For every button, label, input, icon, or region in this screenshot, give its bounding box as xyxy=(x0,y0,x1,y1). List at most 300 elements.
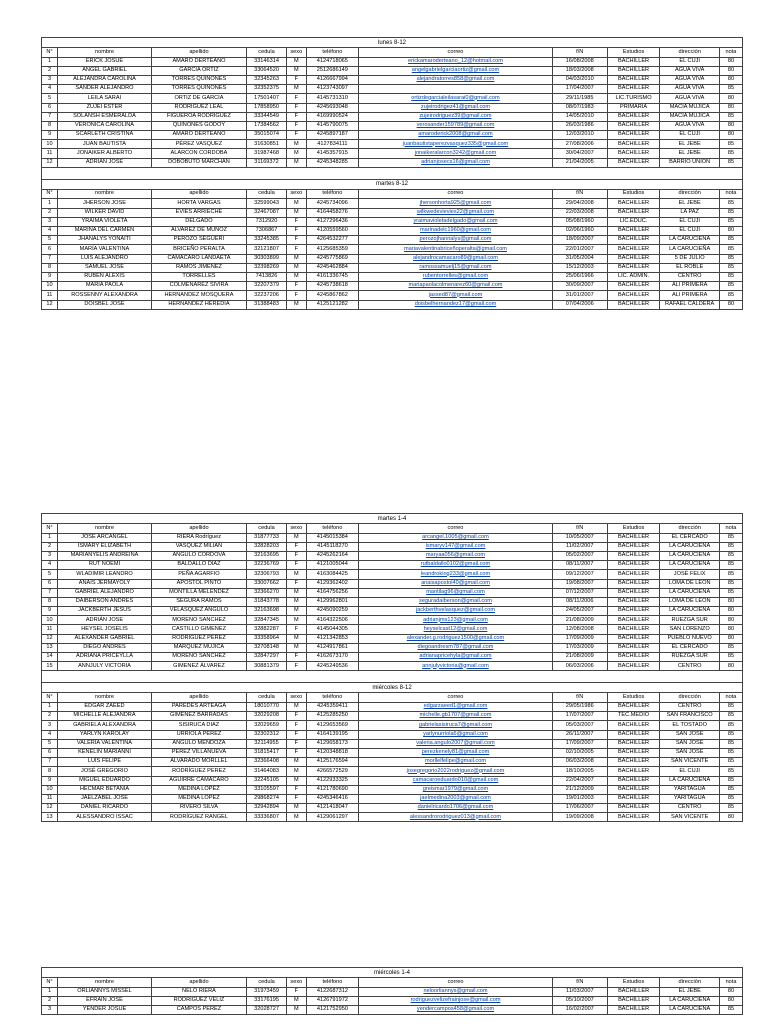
birth-date-cell: 08/11/2006 xyxy=(552,597,607,606)
id-number-cell: 32302312 xyxy=(246,730,286,739)
birth-date-cell: 21/08/2009 xyxy=(552,616,607,625)
first-name-cell: JACKBERTH JESUS xyxy=(58,607,152,616)
birth-date-cell: 17/09/2009 xyxy=(552,634,607,643)
sex-cell: M xyxy=(287,703,306,712)
sex-cell: F xyxy=(287,561,306,570)
email-cell[interactable]: ortizdegarcialeilasarai0@gmail.com xyxy=(359,94,553,103)
phone-cell: 4164756256 xyxy=(306,588,359,597)
email-cell[interactable]: michelle.gb1707@gmail.com xyxy=(359,712,553,721)
first-name-cell: ALEJANDRA CAROLINA xyxy=(58,75,152,84)
email-cell[interactable]: rubentorrelles@gmail.com xyxy=(359,272,553,281)
phone-cell: 4129653569 xyxy=(306,721,359,730)
grade-cell: 80 xyxy=(719,75,742,84)
studies-cell: BACHILLER xyxy=(607,739,660,748)
grade-cell: 85 xyxy=(719,282,742,291)
sex-cell: M xyxy=(287,996,306,1005)
first-name-cell: LEILA SARAI xyxy=(58,94,152,103)
column-header-birth-date: f/N xyxy=(552,524,607,534)
column-header-sex: sexo xyxy=(287,693,306,703)
section-title-row xyxy=(42,683,743,693)
row-number-cell: 7 xyxy=(42,588,58,597)
phone-cell: 4129658173 xyxy=(306,739,359,748)
grade-cell: 85 xyxy=(719,263,742,272)
table-row xyxy=(42,217,743,226)
last-name-cell: BALDALLO DIAZ xyxy=(151,561,246,570)
email-cell[interactable]: greismar1979@gmail.com xyxy=(359,785,553,794)
id-number-cell: 30881379 xyxy=(246,662,286,671)
phone-cell: 4164139195 xyxy=(306,730,359,739)
phone-cell: 4245090259 xyxy=(306,607,359,616)
email-cell[interactable]: zujeirodrigez41@gmail.com xyxy=(359,103,553,112)
email-cell[interactable]: maryaa056@gmail.com xyxy=(359,551,553,560)
email-cell[interactable]: neloorliannys@gmail.com xyxy=(359,987,553,996)
birth-date-cell: 18/03/2008 xyxy=(552,66,607,75)
email-cell[interactable]: juanbautistaperezvasquez335@gmail.com xyxy=(359,140,553,149)
email-cell[interactable]: alessandrorodriguez013@gmail.com xyxy=(359,813,553,822)
sex-cell: F xyxy=(287,739,306,748)
table-row xyxy=(42,616,743,625)
sex-cell: F xyxy=(287,748,306,757)
sex-cell: M xyxy=(287,533,306,542)
grade-cell: 85 xyxy=(719,85,742,94)
email-cell[interactable]: adrianjms123@gmail.com xyxy=(359,616,553,625)
phone-cell: 4145790075 xyxy=(306,121,359,130)
row-number-cell: 12 xyxy=(42,300,58,309)
column-header-birth-date: f/N xyxy=(552,48,607,58)
email-cell[interactable]: gabrielasisiruca7@gmail.com xyxy=(359,721,553,730)
email-cell[interactable]: yarlynurriola6@gmail.com xyxy=(359,730,553,739)
id-number-cell: 33344549 xyxy=(246,112,286,121)
sex-cell: M xyxy=(287,57,306,66)
row-number-cell: 7 xyxy=(42,758,58,767)
id-number-cell: 32029659 xyxy=(246,721,286,730)
email-cell[interactable]: perezkenely81@gmail.com xyxy=(359,748,553,757)
studies-cell: BACHILLER xyxy=(607,112,660,121)
email-cell[interactable]: amaroderick2008@gmail.com xyxy=(359,131,553,140)
email-cell[interactable]: jassed87@gmail.com xyxy=(359,291,553,300)
studies-cell: BACHILLER xyxy=(607,804,660,813)
grade-cell: 85 xyxy=(719,721,742,730)
id-number-cell: 32345263 xyxy=(246,75,286,84)
table-row xyxy=(42,199,743,208)
last-name-cell: AMARO DERTEANO xyxy=(151,131,246,140)
last-name-cell: MORENO SANCHEZ xyxy=(151,653,246,662)
last-name-cell: GIMENEZ ÁLVAREZ xyxy=(151,662,246,671)
email-cell[interactable]: erickamaroderteano_12@hotmail.com xyxy=(359,57,553,66)
birth-date-cell: 05/03/2007 xyxy=(552,721,607,730)
email-cell[interactable] xyxy=(359,85,553,94)
sex-cell: M xyxy=(287,158,306,167)
section-title: lunes 8-12 xyxy=(42,38,743,48)
column-header-row xyxy=(42,693,743,703)
row-number-cell: 6 xyxy=(42,103,58,112)
column-header-first-name: nombre xyxy=(58,524,152,534)
email-cell[interactable]: danielricardo1706@gmail.com xyxy=(359,804,553,813)
last-name-cell: APOSTOL PINTO xyxy=(151,579,246,588)
row-number-cell: 7 xyxy=(42,112,58,121)
phone-cell: 4126667994 xyxy=(306,75,359,84)
phone-cell: 4145044305 xyxy=(306,625,359,634)
id-number-cell: 33358964 xyxy=(246,634,286,643)
email-cell[interactable]: heyselcast12@gmail.com xyxy=(359,625,553,634)
phone-cell: 4124718065 xyxy=(306,57,359,66)
row-number-cell: 11 xyxy=(42,794,58,803)
grade-cell: 85 xyxy=(719,291,742,300)
column-header-id-number: cedula xyxy=(246,524,286,534)
first-name-cell: YENDER JOSUE xyxy=(58,1005,152,1014)
grade-cell: 85 xyxy=(719,579,742,588)
email-cell[interactable]: alejandrocamacaro89@gmail.com xyxy=(359,254,553,263)
birth-date-cell: 26/03/1986 xyxy=(552,121,607,130)
spacer-cell xyxy=(42,167,743,179)
column-header-birth-date: f/N xyxy=(552,189,607,199)
id-number-cell: 32599043 xyxy=(246,199,286,208)
email-cell[interactable]: josegregorio2022rodriguez@gmail.com xyxy=(359,767,553,776)
email-cell[interactable]: adrianjosecs16@gmail.com xyxy=(359,158,553,167)
last-name-cell: AGUIRRE CAMACARO xyxy=(151,776,246,785)
id-number-cell: 17858950 xyxy=(246,103,286,112)
table-row xyxy=(42,643,743,652)
column-header-email: correo xyxy=(359,693,553,703)
row-number-cell: 4 xyxy=(42,730,58,739)
studies-cell: BACHILLER xyxy=(607,551,660,560)
row-number-cell: 1 xyxy=(42,199,58,208)
last-name-cell: RODRÍGUEZ VELIZ xyxy=(151,996,246,1005)
address-cell: EL CUJI xyxy=(660,227,720,236)
table-row xyxy=(42,291,743,300)
last-name-cell: NELO RIERA xyxy=(151,987,246,996)
first-name-cell: DOISBEL JOSÉ xyxy=(58,300,152,309)
birth-date-cell: 07/12/2007 xyxy=(552,588,607,597)
table-row xyxy=(42,272,743,281)
last-name-cell: GARCIA ORTIZ xyxy=(151,66,246,75)
email-cell[interactable]: ramossamuelj15@gmail.com xyxy=(359,263,553,272)
section-spacer xyxy=(42,167,743,179)
studies-cell: BACHILLER xyxy=(607,703,660,712)
email-cell[interactable]: anaisapostol40@gmail.com xyxy=(359,579,553,588)
row-number-cell: 3 xyxy=(42,551,58,560)
last-name-cell: HERNANDEZ MOSQUERA xyxy=(151,291,246,300)
sex-cell: M xyxy=(287,140,306,149)
email-cell[interactable]: edgarzaeed1@gmail.com xyxy=(359,703,553,712)
studies-cell: BACHILLER xyxy=(607,643,660,652)
sex-cell: M xyxy=(287,1005,306,1014)
studies-cell: BACHILLER xyxy=(607,1005,660,1014)
birth-date-cell: 27/08/2006 xyxy=(552,140,607,149)
studies-cell: BACHILLER xyxy=(607,776,660,785)
row-number-cell: 1 xyxy=(42,703,58,712)
first-name-cell: MICHELLE ALEJANDRA xyxy=(58,712,152,721)
row-number-cell: 10 xyxy=(42,282,58,291)
first-name-cell: HEYSEL JOSELIS xyxy=(58,625,152,634)
row-number-cell: 8 xyxy=(42,121,58,130)
address-cell: LA CARUCIEÑA xyxy=(660,561,720,570)
id-number-cell: 32237206 xyxy=(246,291,286,300)
email-cell[interactable]: camacaroeduardo010@gmail.com xyxy=(359,776,553,785)
column-header-phone: teléfono xyxy=(306,524,359,534)
row-number-cell: 6 xyxy=(42,748,58,757)
email-cell[interactable]: valeria.angulo2007@gmail.com xyxy=(359,739,553,748)
email-cell[interactable]: leandroking233@gmail.com xyxy=(359,570,553,579)
grade-cell: 85 xyxy=(719,785,742,794)
id-number-cell: 32467087 xyxy=(246,208,286,217)
id-number-cell: 33146314 xyxy=(246,57,286,66)
first-name-cell: VALERIA VALENTINA xyxy=(58,739,152,748)
studies-cell: BACHILLER xyxy=(607,987,660,996)
grade-cell: 85 xyxy=(719,712,742,721)
id-number-cell: 32306793 xyxy=(246,570,286,579)
row-number-cell: 9 xyxy=(42,131,58,140)
phone-cell: 4124917861 xyxy=(306,643,359,652)
row-number-cell: 12 xyxy=(42,158,58,167)
column-header-address: dirección xyxy=(660,693,720,703)
first-name-cell: JOSÉ GREGORIO xyxy=(58,767,152,776)
table-row xyxy=(42,561,743,570)
sex-cell: M xyxy=(287,263,306,272)
column-header-birth-date: f/N xyxy=(552,693,607,703)
table-row xyxy=(42,597,743,606)
last-name-cell: TORRES QUIÑONES xyxy=(151,85,246,94)
email-cell[interactable]: arcangel.1005@gmail.com xyxy=(359,533,553,542)
sex-cell: F xyxy=(287,217,306,226)
id-number-cell: 30303899 xyxy=(246,254,286,263)
sex-cell: F xyxy=(287,227,306,236)
id-number-cell: 33176195 xyxy=(247,996,287,1005)
birth-date-cell: 26/11/2007 xyxy=(552,730,607,739)
row-number-cell: 11 xyxy=(42,149,58,158)
birth-date-cell: 21/04/2005 xyxy=(552,158,607,167)
studies-cell: BACHILLER xyxy=(607,721,660,730)
table-row xyxy=(42,85,743,94)
email-cell[interactable]: yraimavioletadelgado@gmail.com xyxy=(359,217,553,226)
last-name-cell: HERNANDEZ HEREDIA xyxy=(151,300,246,309)
first-name-cell: JONAIKER ALBERTO xyxy=(58,149,152,158)
column-header-sex: sexo xyxy=(287,189,306,199)
table-row xyxy=(42,813,743,822)
email-cell[interactable]: yendercampos458@gmail.com xyxy=(359,1005,553,1014)
email-cell[interactable]: rodriguezvelizefrainjose@gmail.com xyxy=(359,996,553,1005)
phone-cell: 4245262164 xyxy=(306,551,359,560)
row-number-cell: 9 xyxy=(42,607,58,616)
phone-cell: 4120559560 xyxy=(306,227,359,236)
grade-cell: 85 xyxy=(719,703,742,712)
row-number-cell: 2 xyxy=(42,66,58,75)
studies-cell: BACHILLER xyxy=(607,254,660,263)
sex-cell: M xyxy=(287,776,306,785)
email-cell[interactable]: seguradaiberson@gmail.com xyxy=(359,597,553,606)
column-header-grade: nota xyxy=(720,978,743,988)
table-row xyxy=(42,300,743,309)
last-name-cell: CASTILLO GIMENEZ xyxy=(151,625,246,634)
email-cell[interactable]: ismaryv147@gmail.com xyxy=(359,542,553,551)
email-cell[interactable]: mantilag96@gmail.com xyxy=(359,588,553,597)
first-name-cell: ROSSENNY ALEXANDRA xyxy=(58,291,152,300)
grade-cell: 80 xyxy=(719,131,742,140)
grade-cell: 85 xyxy=(719,236,742,245)
table-row xyxy=(42,730,743,739)
sex-cell: F xyxy=(287,236,306,245)
birth-date-cell: 29/04/2008 xyxy=(552,199,607,208)
row-number-cell: 14 xyxy=(42,653,58,662)
first-name-cell: RUT NOEMI xyxy=(58,561,152,570)
table-row xyxy=(42,1005,743,1014)
last-name-cell: RODRÍGUEZ PEREZ xyxy=(151,767,246,776)
studies-cell: BACHILLER xyxy=(607,561,660,570)
section-title: martes 1-4 xyxy=(42,514,743,524)
address-cell: SAN JOSÉ xyxy=(660,739,720,748)
phone-cell: 4245359411 xyxy=(306,703,359,712)
row-number-cell: 3 xyxy=(42,75,58,84)
roster-table xyxy=(41,37,743,310)
sex-cell: M xyxy=(287,570,306,579)
address-cell: EL JEBE xyxy=(660,149,720,158)
last-name-cell: MONTILLA MELÉNDEZ xyxy=(151,588,246,597)
birth-date-cell: 08/11/2007 xyxy=(552,561,607,570)
last-name-cell: PEÑA AGARFIO xyxy=(151,570,246,579)
grade-cell: 80 xyxy=(719,300,742,309)
email-cell[interactable]: zujeirodriguez39@gmail.com xyxy=(359,112,553,121)
phone-cell: 4245346416 xyxy=(306,794,359,803)
grade-cell: 85 xyxy=(719,804,742,813)
grade-cell: 80 xyxy=(719,607,742,616)
row-number-cell: 8 xyxy=(42,597,58,606)
last-name-cell: PÉREZ VASQUEZ xyxy=(151,140,246,149)
address-cell: SAN VICENTE xyxy=(660,813,720,822)
id-number-cell: 31169372 xyxy=(246,158,286,167)
row-number-cell: 2 xyxy=(42,208,58,217)
email-cell[interactable]: adrianapricehyla@gmail.com xyxy=(359,653,553,662)
grade-cell: 85 xyxy=(719,272,742,281)
last-name-cell: ALVAREZ DE MUÑOZ xyxy=(151,227,246,236)
email-cell[interactable]: doisbelhernandez17@gmail.com xyxy=(359,300,553,309)
id-number-cell: 32828203 xyxy=(246,542,286,551)
email-cell[interactable]: angelgabrielgarciaortiz@gmail.com xyxy=(359,66,553,75)
last-name-cell: RODRÍGUEZ PEREZ xyxy=(151,634,246,643)
last-name-cell: PÉREZ VILLANUEVA xyxy=(151,748,246,757)
last-name-cell: HORTA VARGAS xyxy=(151,199,246,208)
grade-cell: 85 xyxy=(720,1005,743,1014)
id-number-cell: 32352375 xyxy=(246,85,286,94)
email-cell[interactable]: marinadelc1960@gmail.com xyxy=(359,227,553,236)
id-number-cell: 32163695 xyxy=(246,551,286,560)
first-name-cell: YRAIMA VIOLETA xyxy=(58,217,152,226)
address-cell: YARITAGUA xyxy=(660,785,720,794)
id-number-cell: 31464083 xyxy=(246,767,286,776)
studies-cell: BACHILLER xyxy=(607,813,660,822)
column-header-address: dirección xyxy=(660,189,720,199)
address-cell: SAN FRANCISCO xyxy=(660,712,720,721)
last-name-cell: RODRÍGUEZ LEAL xyxy=(151,103,246,112)
email-cell[interactable]: wilkwedevievies22@gmail.com xyxy=(359,208,553,217)
studies-cell: BACHILLER xyxy=(607,263,660,272)
phone-cell: 4122687312 xyxy=(306,987,359,996)
sex-cell: F xyxy=(287,785,306,794)
table-row xyxy=(42,236,743,245)
column-header-grade: nota xyxy=(719,189,742,199)
first-name-cell: ANGEL GABRIEL xyxy=(58,66,152,75)
sex-cell: M xyxy=(287,208,306,217)
email-cell[interactable]: morllelfelipe@gmail.com xyxy=(359,758,553,767)
first-name-cell: EFRAIN JOSÉ xyxy=(58,996,152,1005)
email-cell[interactable]: alejandratorres858@gmail.com xyxy=(359,75,553,84)
studies-cell: BACHILLER xyxy=(607,533,660,542)
address-cell: RUEZGA SUR xyxy=(660,653,720,662)
row-number-cell: 2 xyxy=(42,712,58,721)
table-row xyxy=(42,542,743,551)
id-number-cell: 32207379 xyxy=(246,282,286,291)
table-row xyxy=(42,607,743,616)
column-header-first-name: nombre xyxy=(58,189,152,199)
phone-cell: 4126791972 xyxy=(306,996,359,1005)
column-header-studies: Estudios xyxy=(607,524,660,534)
email-cell[interactable]: jaelmedina2003@gmail.com xyxy=(359,794,553,803)
phone-cell: 4164458276 xyxy=(306,208,359,217)
sex-cell: F xyxy=(287,282,306,291)
grade-cell: 85 xyxy=(719,245,742,254)
first-name-cell: MARIANYELIS ANDREINA xyxy=(58,551,152,560)
email-cell[interactable]: alexander.g.rodriguez1500@gmail.com xyxy=(359,634,553,643)
address-cell: LA CARUCIEÑA xyxy=(660,551,720,560)
sex-cell: M xyxy=(287,199,306,208)
email-cell[interactable]: mariavalentinabriceñoperalta@gmail.com xyxy=(359,245,553,254)
phone-cell: 4245867862 xyxy=(306,291,359,300)
email-cell[interactable]: jhersonhorta925@gmail.com xyxy=(359,199,553,208)
email-cell[interactable]: jackberthvelasquez@gmail.com xyxy=(359,607,553,616)
last-name-cell: TORRES QUIÑONES xyxy=(151,75,246,84)
birth-date-cell: 30/09/2007 xyxy=(552,282,607,291)
row-number-cell: 11 xyxy=(42,291,58,300)
section-title-row xyxy=(42,38,743,48)
id-number-cell: 33105597 xyxy=(246,785,286,794)
studies-cell: BACHILLER xyxy=(607,653,660,662)
birth-date-cell: 16/02/2007 xyxy=(552,1005,607,1014)
address-cell: AGUA VIVA xyxy=(660,66,720,75)
row-number-cell: 10 xyxy=(42,140,58,149)
row-number-cell: 8 xyxy=(42,767,58,776)
birth-date-cell: 29/11/1985 xyxy=(552,94,607,103)
phone-cell: 4245693048 xyxy=(306,103,359,112)
first-name-cell: JAELZABEL JOSÉ xyxy=(58,794,152,803)
column-header-email: correo xyxy=(359,48,553,58)
table-row xyxy=(42,533,743,542)
id-number-cell: 32245105 xyxy=(246,776,286,785)
row-number-cell: 3 xyxy=(42,1005,58,1014)
address-cell: LA CARUCIEÑA xyxy=(660,1005,720,1014)
sex-cell: M xyxy=(287,813,306,822)
email-cell[interactable]: jonaikeralarcon3242@gmail.com xyxy=(359,149,553,158)
email-cell[interactable]: mariapaolacolmenarez60@gmail.com xyxy=(359,282,553,291)
column-header-address: dirección xyxy=(660,978,720,988)
phone-cell: 4125685359 xyxy=(306,245,359,254)
table-row xyxy=(42,996,743,1005)
id-number-cell: 32029208 xyxy=(246,712,286,721)
last-name-cell: ALARCON CORDOBA xyxy=(151,149,246,158)
column-header-row-number: N° xyxy=(42,524,58,534)
section-title: martes 8-12 xyxy=(42,179,743,189)
first-name-cell: GABRIEL ALEJANDRO xyxy=(58,588,152,597)
column-header-studies: Estudios xyxy=(607,189,660,199)
email-cell[interactable]: diegoandresm787@gmail.com xyxy=(359,643,553,652)
birth-date-cell: 06/03/2006 xyxy=(552,662,607,671)
email-cell[interactable]: verosander159789@gmail.com xyxy=(359,121,553,130)
grade-cell: 85 xyxy=(719,551,742,560)
first-name-cell: MARÍA VALENTINA xyxy=(58,245,152,254)
first-name-cell: ADRIANA PRICEYLLA xyxy=(58,653,152,662)
email-cell[interactable]: rutbaldallo0102@gmail.com xyxy=(359,561,553,570)
email-cell[interactable]: perozojhannalys@gmail.com xyxy=(359,236,553,245)
address-cell: MACIA MUJICA xyxy=(660,112,720,121)
email-cell[interactable]: annjulyvictoria@gmail.com xyxy=(359,662,553,671)
